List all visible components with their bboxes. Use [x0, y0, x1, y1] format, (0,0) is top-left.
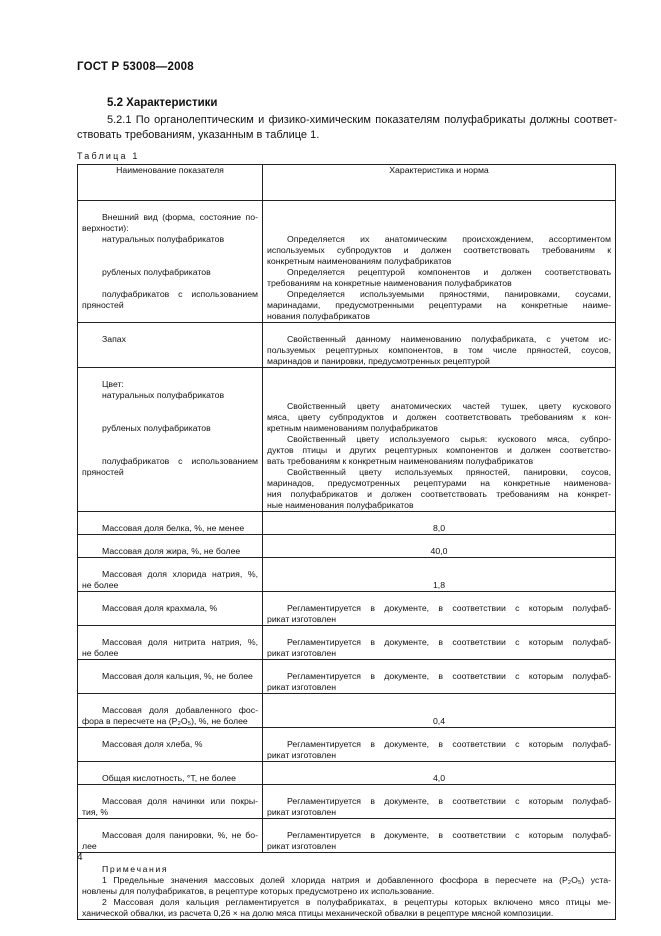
indicator-name-cell: Массовая доля кальция, %, не более	[78, 660, 263, 694]
indicator-name-cell: Массовая доля хлорида натрия, %, не более	[78, 558, 263, 592]
indicator-name-cell: Массовая доля нитрита натрия, %, не более	[78, 626, 263, 660]
table-row	[78, 592, 616, 626]
requirements-table	[77, 164, 616, 920]
indicator-name-cell: Массовая доля крахмала, %	[78, 592, 263, 626]
characteristic-cell: Свойственный цвету анатомических частей тушек, цвету кускового мяса, цвету субпродуктов и должен соответствовать требованиям к кон- кретным наименованиям полуфабрикатов Свойственный цвету используемого сырья: кускового мяса, субпро- дуктов птицы и других рецептурных компонентов и должен соответство- вать требованиям к конкретным наименованиям полуфабрикатов Свойственный цвету используемых пряностей, панировки, соусов, маринадов, предусмотренных рецептурами на конкретные наименова- ния полуфабрикатов и должен соответствовать требованиям на конкрет- ные наименования полуфабрикатов	[263, 368, 616, 512]
table-row	[78, 694, 616, 728]
norm-value: 40,0	[430, 546, 448, 556]
table-row	[78, 819, 616, 853]
table-row	[78, 660, 616, 694]
table-row	[78, 626, 616, 660]
indicator-name-cell: Массовая доля хлеба, %	[78, 728, 263, 762]
indicator-name-cell: Цвет: натуральных полуфабрикатов рубленых полуфабрикатов полуфабрикатов с использованием пряностей	[78, 368, 263, 512]
table-notes	[78, 853, 616, 920]
norm-value: 1,8	[432, 580, 446, 590]
characteristic-cell	[263, 762, 616, 785]
table-row	[78, 785, 616, 819]
characteristic-cell: Определяется их анатомическим происхождением, ассортиментом используемых субпродуктов и должен соответствовать требованиям к конкретным наименованиям полуфабрикатов Определяется рецептурой компонентов и должен соответствовать требованиям на конкретные наименования полуфабрикатов Определяется используемыми пряностями, панировками, соусами, маринадами, предусмотренными рецептурами на конкретные наиме- нования полуфабрикатов	[263, 201, 616, 323]
characteristic-cell: Регламентируется в документе, в соответствии с которым полуфаб- рикат изготовлен	[263, 785, 616, 819]
note-line: ханической обвалки, из расчета 0,26 × на долю мяса птицы механической обвалки в рецептуре мясной композиции.	[82, 908, 554, 918]
indicator-name-cell: Массовая доля жира, %, не более	[78, 535, 263, 558]
norm-value: 4,0	[432, 773, 446, 783]
characteristic-cell: Регламентируется в документе, в соответствии с которым полуфаб- рикат изготовлен	[263, 819, 616, 853]
table-row	[78, 323, 616, 368]
norm-value: 0,4	[432, 716, 446, 726]
characteristic-cell: Регламентируется в документе, в соответствии с которым полуфаб- рикат изготовлен	[263, 660, 616, 694]
table-caption: Таблица 1	[77, 151, 140, 161]
section-title: 5.2 Характеристики	[107, 97, 218, 109]
notes-title: Примечания	[102, 864, 169, 874]
indicator-name-cell: Массовая доля добавленного фос- фора в пересчете на (P₂O₅), %, не более	[78, 694, 263, 728]
table-row	[78, 201, 616, 323]
table-row	[78, 368, 616, 512]
characteristic-cell: Регламентируется в документе, в соответствии с которым полуфаб- рикат изготовлен	[263, 592, 616, 626]
table-header-row	[78, 165, 616, 201]
header-characteristic: Характеристика и норма	[263, 165, 616, 201]
note-line: 1 Предельные значения массовых долей хлорида натрия и добавленного фосфора в пересчете на (P₂O₅) уста-	[102, 875, 611, 885]
page-number: 4	[77, 852, 83, 863]
characteristic-cell	[263, 558, 616, 592]
indicator-name-cell: Внешний вид (форма, состояние по- верхности): натуральных полуфабрикатов рубленых полуфабрикатов полуфабрикатов с использованием пряностей	[78, 201, 263, 323]
indicator-name-cell: Общая кислотность, °Т, не более	[78, 762, 263, 785]
note-line: новлены для полуфабрикатов, в рецептуре которых предусмотрено их использование.	[82, 886, 435, 896]
table-row	[78, 762, 616, 785]
characteristic-cell	[263, 694, 616, 728]
indicator-name-cell: Запах	[78, 323, 263, 368]
characteristic-cell	[263, 535, 616, 558]
table-row	[78, 558, 616, 592]
table-notes-row	[78, 853, 616, 920]
table-row	[78, 512, 616, 535]
table-row	[78, 535, 616, 558]
norm-value: 8,0	[432, 523, 446, 533]
characteristic-cell: Свойственный данному наименованию полуфабриката, с учетом ис- пользуемых рецептурных компонентов, в том числе пряностей, соусов, маринадов и панировки, предусмотренных рецептурой	[263, 323, 616, 368]
indicator-name-cell: Массовая доля начинки или покры- тия, %	[78, 785, 263, 819]
indicator-name-cell: Массовая доля белка, %, не менее	[78, 512, 263, 535]
characteristic-cell	[263, 512, 616, 535]
characteristic-cell: Регламентируется в документе, в соответствии с которым полуфаб- рикат изготовлен	[263, 626, 616, 660]
document-header: ГОСТ Р 53008—2008	[77, 61, 194, 73]
header-indicator-name: Наименование показателя	[78, 165, 263, 201]
indicator-name-cell: Массовая доля панировки, %, не бо- лее	[78, 819, 263, 853]
characteristic-cell: Регламентируется в документе, в соответствии с которым полуфаб- рикат изготовлен	[263, 728, 616, 762]
section-paragraph: 5.2.1 По органолептическим и физико-химическим показателям полуфабрикаты должны соответ- ствовать требованиям, указанным в таблице 1.	[77, 114, 617, 141]
note-line: 2 Массовая доля кальция регламентируется в полуфабрикатах, в рецептуры которых включено мясо птицы ме-	[102, 897, 611, 907]
table-row	[78, 728, 616, 762]
